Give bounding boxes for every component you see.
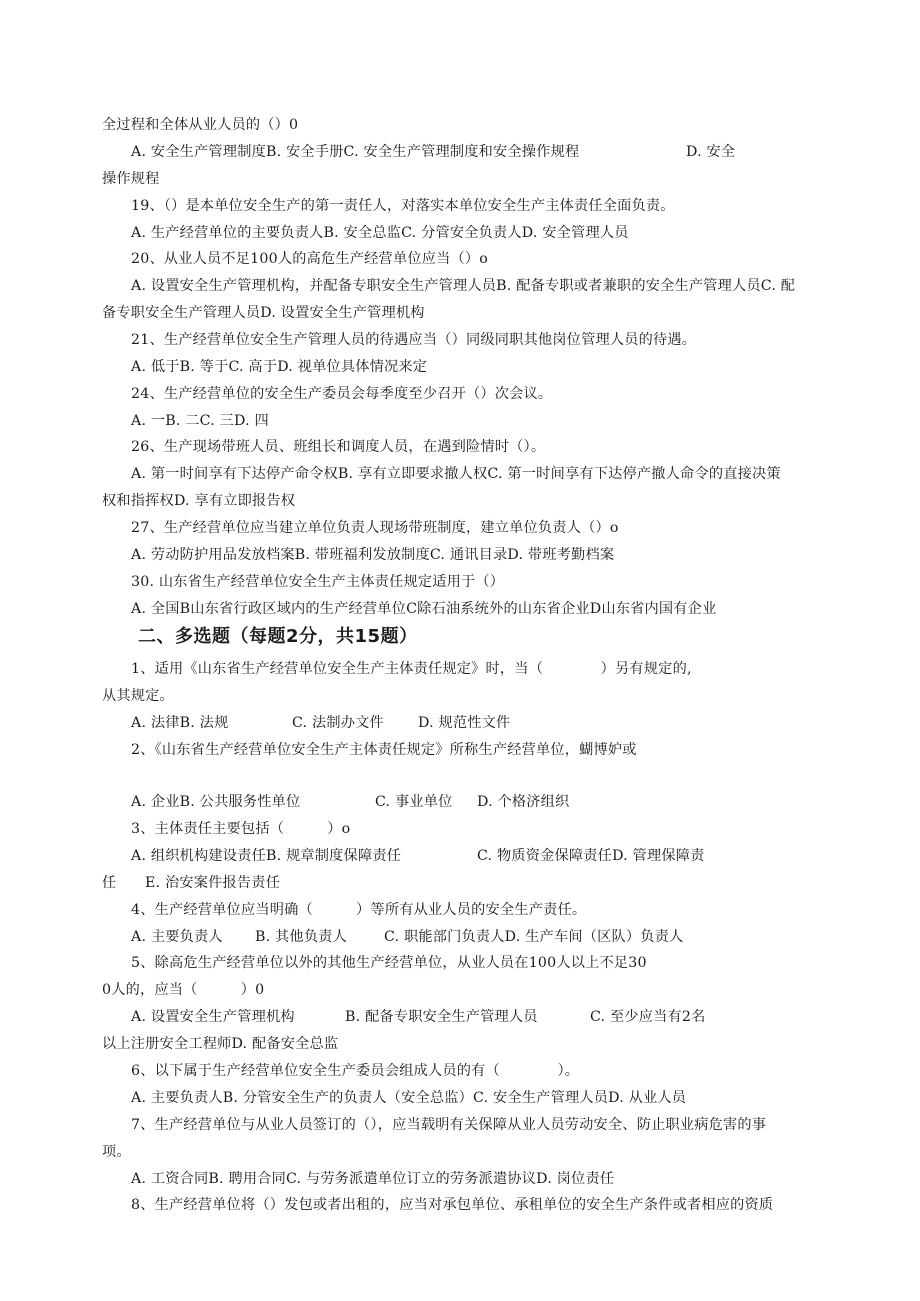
text-line: 0人的，应当（ ）0 <box>102 982 265 998</box>
text-line: A. 主要负责人B. 分管安全生产的负责人（安全总监）C. 安全生产管理人员D. 从业人员 <box>131 1090 687 1106</box>
question-6: 6、以下属于生产经营单位安全生产委员会组成人员的有（ ）。 <box>131 1063 580 1079</box>
text-line: C. 物质资金保障责任D. 管理保障责 <box>477 848 705 864</box>
question-20: 20、从业人员不足100人的高危生产经营单位应当（）o <box>131 251 489 267</box>
text-line: D. 安全 <box>686 144 736 160</box>
text-line: 全过程和全体从业人员的（）0 <box>102 117 299 133</box>
text-line: A. 工资合同B. 聘用合同C. 与劳务派遣单位订立的劳务派遣协议D. 岗位责任 <box>131 1171 615 1187</box>
text-line: D. 规范性文件 <box>418 715 511 731</box>
text-line: B. 其他负责人 <box>255 929 347 945</box>
text-line: 任 <box>102 875 117 891</box>
text-line: 权和指挥权D. 享有立即报告权 <box>102 493 296 509</box>
question-8: 8、生产经营单位将（）发包或者出租的，应当对承包单位、承租单位的安全生产条件或者相应的资质 <box>131 1197 774 1213</box>
text-line: 项。 <box>102 1144 131 1160</box>
question-3: 3、主体责任主要包括（ ）o <box>131 821 351 837</box>
text-line: A. 生产经营单位的主要负责人B. 安全总监C. 分管安全负责人D. 安全管理人员 <box>131 225 629 241</box>
text-line: C. 职能部门负责人D. 生产车间（区队）负责人 <box>384 929 684 945</box>
text-line: A. 企业B. 公共服务性单位 <box>131 794 301 810</box>
question-4: 4、生产经营单位应当明确（ ）等所有从业人员的安全生产责任。 <box>131 902 587 918</box>
text-line: D. 个格济组织 <box>477 794 570 810</box>
question-21: 21、生产经营单位安全生产管理人员的待遇应当（）同级同职其他岗位管理人员的待遇。 <box>131 332 697 348</box>
text-line: C. 至少应当有2名 <box>590 1009 706 1025</box>
text-line: A. 第一时间享有下达停产命令权B. 享有立即要求撤人权C. 第一时间享有下达停产撤人命令的直接决策 <box>131 466 781 482</box>
question-1: 1、适用《山东省生产经营单位安全生产主体责任规定》时，当（ ）另有规定的, <box>131 661 692 677</box>
text-line: A. 劳动防护用品发放档案B. 带班福利发放制度C. 通讯目录D. 带班考勤档案 <box>131 547 615 563</box>
text-line: 以上注册安全工程师D. 配备安全总监 <box>102 1036 339 1052</box>
text-line: C. 法制办文件 <box>292 715 384 731</box>
text-line: C. 事业单位 <box>375 794 453 810</box>
question-2: 2、《山东省生产经营单位安全生产主体责任规定》所称生产经营单位，蝴博妒或 <box>131 742 637 758</box>
text-line: A. 主要负责人 <box>131 929 223 945</box>
question-30: 30. 山东省生产经营单位安全生产主体责任规定适用于（） <box>131 574 505 590</box>
text-line: A. 低于B. 等于C. 高于D. 视单位具体情况来定 <box>131 359 428 375</box>
text-line: 备专职安全生产管理人员D. 设置安全生产管理机构 <box>102 305 425 321</box>
question-24: 24、生产经营单位的安全生产委员会每季度至少召开（）次会议。 <box>131 386 553 402</box>
text-line: A. 法律B. 法规 <box>131 715 229 731</box>
text-line: 从其规定。 <box>102 688 174 704</box>
text-line: A. 安全生产管理制度B. 安全手册C. 安全生产管理制度和安全操作规程 <box>131 144 580 160</box>
question-19: 19、（）是本单位安全生产的第一责任人，对落实本单位安全生产主体责任全面负责。 <box>131 198 675 214</box>
text-line: E. 治安案件报告责任 <box>145 875 281 891</box>
question-27: 27、生产经营单位应当建立单位负责人现场带班制度，建立单位负责人（）o <box>131 520 619 536</box>
text-line: A. 一B. 二C. 三D. 四 <box>131 413 269 429</box>
question-26: 26、生产现场带班人员、班组长和调度人员，在遇到险情时（）。 <box>131 439 546 455</box>
text-line: 操作规程 <box>102 171 160 187</box>
text-line: A. 设置安全生产管理机构，并配备专职安全生产管理人员B. 配备专职或者兼职的安全生产管理人员C. 配 <box>131 278 796 294</box>
text-line: A. 组织机构建设责任B. 规章制度保障责任 <box>131 848 402 864</box>
question-7: 7、生产经营单位与从业人员签订的（），应当载明有关保障从业人员劳动安全、防止职业病危害的事 <box>131 1117 767 1133</box>
text-line: B. 配备专职安全生产管理人员 <box>345 1009 538 1025</box>
question-5: 5、除高危生产经营单位以外的其他生产经营单位，从业人员在100人以上不足30 <box>131 955 647 971</box>
section-heading: 二、多选题（每题2分，共15题） <box>138 626 418 647</box>
text-line: A. 设置安全生产管理机构 <box>131 1009 295 1025</box>
text-line: A. 全国B山东省行政区域内的生产经营单位C除石油系统外的山东省企业D山东省内国有企业 <box>131 601 717 617</box>
